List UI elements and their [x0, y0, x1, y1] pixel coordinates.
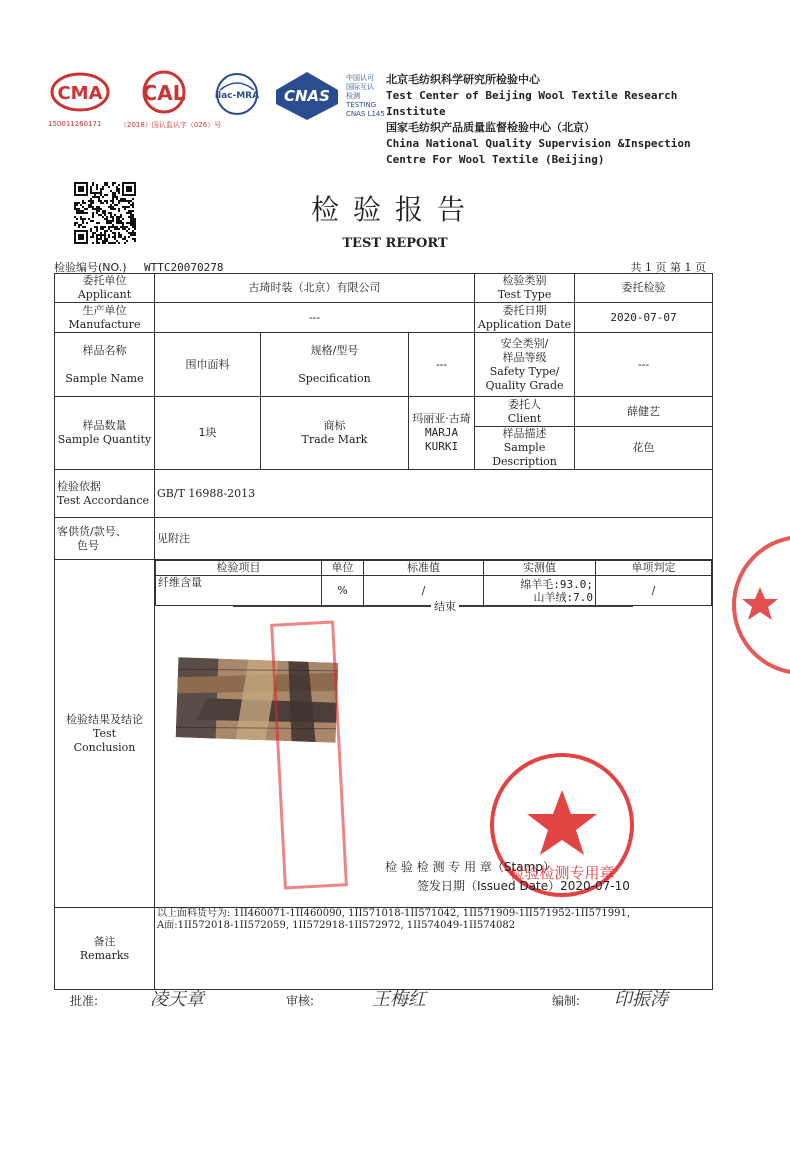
supply-value: 见附注 — [155, 518, 713, 560]
prepare-signature — [552, 985, 668, 1011]
cma-text: CMA — [57, 83, 103, 104]
approve-sig: 凌天章 — [149, 989, 204, 1010]
manufacture-row: 生产单位 Manufacture --- 委托日期 Application Date 2020-07-07 — [55, 303, 713, 333]
trade-mark-cn: 玛丽亚·古琦 — [412, 412, 471, 425]
sample-quantity-value: 1块 — [155, 397, 261, 470]
page-count: 共 1 页 第 1 页 — [630, 261, 706, 274]
org-name-cn-2: 国家毛纺织产品质量监督检验中心（北京） — [386, 121, 595, 134]
org-name-en-2b: Centre For Wool Textile (Beijing) — [386, 153, 605, 166]
applicant-row: 委托单位 Applicant 古琦时装（北京）有限公司 检验类别 Test Type 委托检验 — [55, 274, 713, 303]
org-header — [386, 72, 691, 168]
prepare-label: 编制: — [552, 994, 581, 1008]
trade-mark-en: MARJA KURKI — [424, 426, 459, 453]
ilac-mra-logo — [208, 70, 266, 118]
report-title-en: TEST REPORT — [342, 236, 448, 251]
cal-caption: （2018）国认监认字（026）号 — [120, 121, 222, 129]
result-measured-2: 山羊绒:7.0 — [533, 590, 593, 604]
inspection-seal — [489, 752, 635, 898]
result-item: 纤维含量 — [156, 576, 322, 606]
cnas-caption: 中国认可 国际互认 检测 TESTING CNAS L145 — [346, 74, 385, 118]
remarks-line-2: A面:1II572018-1II572059, 1II572918-1II572972, 1II574049-1II574082 — [157, 920, 516, 931]
test-type-value: 委托检验 — [575, 274, 713, 303]
cnas-logo — [272, 70, 342, 122]
org-name-cn-1: 北京毛纺织科学研究所检验中心 — [386, 73, 540, 86]
seal-text: 检验检测专用章 — [509, 864, 615, 882]
margin-seal-fragment — [732, 525, 790, 685]
supply-row: 客供货/款号、 色号 见附注 — [55, 518, 713, 560]
approve-signature — [70, 985, 204, 1011]
ilac-text: ilac-MRA — [214, 91, 260, 101]
remarks-row: 备注 Remarks 以上面料货号为: 1II460071-1II460090, 1II571018-1II571042, 1II571909-1II571952-1II571991, A面:1II572018-1II572059, 1II572918-1II572972, 1II574049-1II574082 — [55, 908, 713, 990]
conclusion-row: 检验结果及结论 Test Conclusion 检验项目 单位 标准值 实测值 单项判定 纤维含量 % / 绵羊毛:93.0; 山羊绒:7.0 / 结束 检验检测专用章 检 验 检 测 专 用 章（Stamp） 签发日期（Issued Date）2020-07-10 — [55, 560, 713, 908]
issued-date: 签发日期（Issued Date）2020-07-10 — [417, 879, 630, 893]
remarks-line-1: 以上面料货号为: 1II460071-1II460090, 1II571018-1II571042, 1II571909-1II571952-1II571991, — [157, 908, 631, 919]
remarks-value — [155, 908, 713, 990]
approve-label: 批准: — [70, 994, 99, 1008]
cma-number: 150011260171 — [48, 120, 102, 128]
partial-stamp — [270, 621, 348, 890]
description-row: 样品描述 Sample Description 花色 — [55, 427, 713, 470]
test-accordance-value: GB/T 16988-2013 — [155, 470, 713, 518]
results-header: 检验项目 单位 标准值 实测值 单项判定 — [156, 561, 712, 576]
safety-type-value: --- — [575, 333, 713, 397]
client-value: 薛健艺 — [575, 397, 713, 427]
application-date-value: 2020-07-07 — [575, 303, 713, 333]
sample-name-value: 围巾面料 — [155, 333, 261, 397]
result-unit: % — [322, 576, 364, 606]
specification-value: --- — [409, 333, 475, 397]
report-number-label: 检验编号(NO.) — [54, 261, 127, 274]
stamp-label: 检 验 检 测 专 用 章（Stamp） — [385, 860, 555, 874]
report-title-cn: 检验报告 — [310, 193, 479, 226]
review-signature — [286, 985, 426, 1011]
sample-name-row: 样品名称 Sample Name 围巾面料 规格/型号 Specification --- 安全类别/ 样品等级 Safety Type/ Quality Grade --- — [55, 333, 713, 397]
org-name-en-1a: Test Center of Beijing Wool Textile Research — [386, 89, 678, 102]
org-name-en-1b: Institute — [386, 105, 446, 118]
manufacture-value: --- — [155, 303, 475, 333]
applicant-value: 古琦时装（北京）有限公司 — [155, 274, 475, 303]
review-label: 审核: — [286, 994, 315, 1008]
report-table — [54, 273, 713, 990]
cnas-text: CNAS — [284, 87, 330, 105]
accordance-row: 检验依据 Test Accordance GB/T 16988-2013 — [55, 470, 713, 518]
result-standard: / — [364, 576, 484, 606]
certification-logos — [40, 70, 385, 140]
prepare-sig: 印振涛 — [613, 989, 668, 1010]
result-judgement: / — [596, 576, 712, 606]
cal-logo — [120, 70, 222, 129]
org-name-en-2a: China National Quality Supervision &Inspection — [386, 137, 691, 150]
quantity-row: 样品数量 Sample Quantity 1块 商标 Trade Mark 玛丽亚·古琦 MARJA KURKI 委托人 Client 薛健艺 — [55, 397, 713, 427]
cma-logo — [48, 70, 112, 128]
report-number-value: WTTC20070278 — [144, 261, 224, 274]
review-sig: 王梅红 — [371, 989, 426, 1010]
sample-description-value: 花色 — [575, 427, 713, 470]
result-measured-1: 绵羊毛:93.0; — [520, 577, 593, 591]
cal-text: CAL — [142, 81, 186, 105]
conclusion-cell — [155, 560, 713, 908]
end-mark: 结束 — [431, 600, 459, 614]
